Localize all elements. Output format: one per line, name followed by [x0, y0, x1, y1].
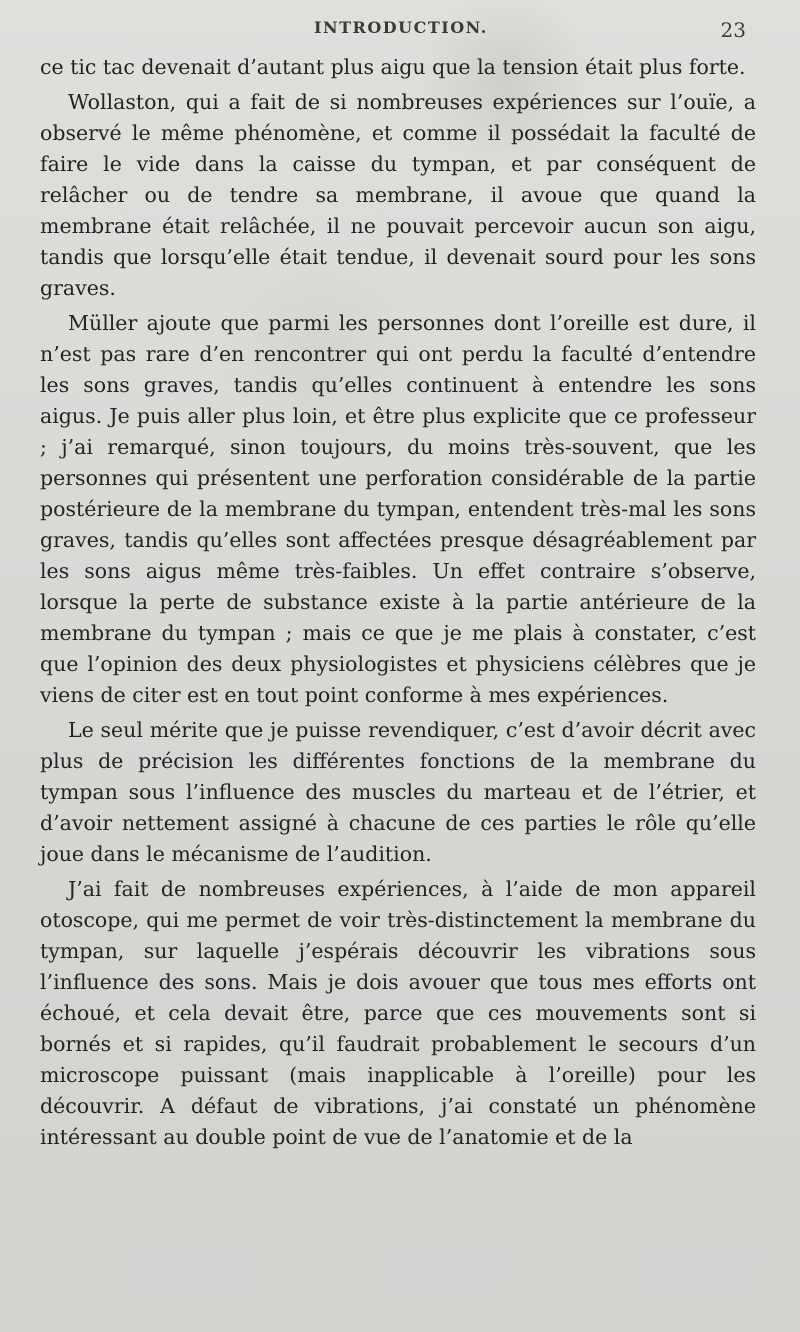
page-body: [40, 52, 756, 1153]
paragraph: Müller ajoute que parmi les personnes dont l’oreille est dure, il n’est pas rare d’en rencontrer qui ont perdu la faculté d’entendre les sons graves, tandis qu’elles continuent à entendre les sons aigus. Je puis aller plus loin, et être plus explicite que ce professeur ; j’ai remarqué, sinon toujours, du moins très-souvent, que les personnes qui présentent une perforation considérable de la partie postérieure de la membrane du tympan, entendent très-mal les sons graves, tandis qu’elles sont affectées presque désagréablement par les sons aigus même très-faibles. Un effet contraire s’observe, lorsque la perte de substance existe à la partie antérieure de la membrane du tympan ; mais ce que je me plais à constater, c’est que l’opinion des deux physiologistes et physiciens célèbres que je viens de citer est en tout point conforme à mes expériences.: [40, 311, 756, 707]
paragraph: ce tic tac devenait d’autant plus aigu que la tension était plus forte.: [40, 55, 746, 79]
paragraph: J’ai fait de nombreuses expériences, à l’aide de mon appareil otoscope, qui me permet de voir très-distinctement la membrane du tympan, sur laquelle j’espérais découvrir les vibrations sous l’influence des sons. Mais je dois avouer que tous mes efforts ont échoué, et cela devait être, parce que ces mouvements sont si bornés et si rapides, qu’il faudrait probablement le secours d’un microscope puissant (mais inapplicable à l’oreille) pour les découvrir. A défaut de vibrations, j’ai constaté un phénomène intéressant au double point de vue de l’anatomie et de la: [40, 877, 756, 1149]
page-number: 23: [720, 18, 746, 42]
running-head: INTRODUCTION.: [314, 18, 488, 37]
paragraph: Wollaston, qui a fait de si nombreuses expériences sur l’ouïe, a observé le même phénomène, et comme il possédait la faculté de faire le vide dans la caisse du tympan, et par conséquent de relâcher ou de tendre sa membrane, il avoue que quand la membrane était relâchée, il ne pouvait percevoir aucun son aigu, tandis que lorsqu’elle était tendue, il devenait sourd pour les sons graves.: [40, 90, 756, 300]
page-header: [40, 18, 756, 46]
paragraph: Le seul mérite que je puisse revendiquer, c’est d’avoir décrit avec plus de précision les différentes fonctions de la membrane du tympan sous l’influence des muscles du marteau et de l’étrier, et d’avoir nettement assigné à chacune de ces parties le rôle qu’elle joue dans le mécanisme de l’audition.: [40, 718, 756, 866]
